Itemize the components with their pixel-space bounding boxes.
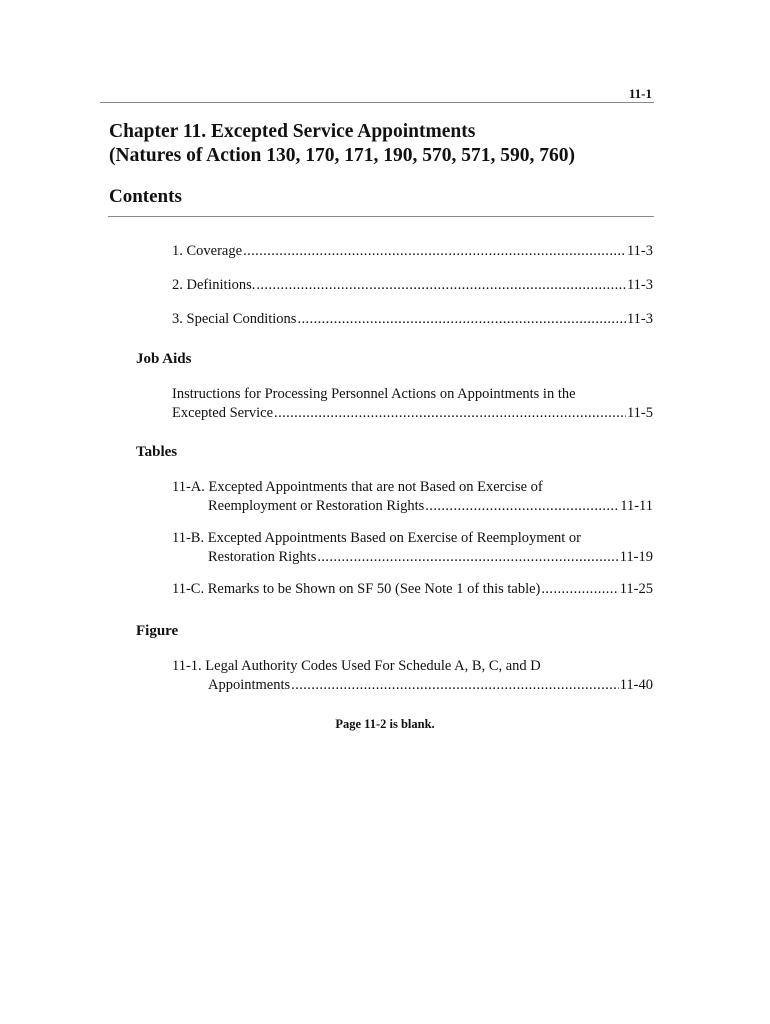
dot-leader	[297, 310, 625, 329]
chapter-title	[109, 120, 575, 168]
toc-entry-job-aid-instructions[interactable]	[172, 385, 653, 423]
figure-heading: Figure	[136, 623, 179, 639]
toc-label: 11-A. Excepted Appointments that are not Based on Exercise of	[172, 479, 543, 495]
chapter-title-line1: Chapter 11. Excepted Service Appointments	[109, 121, 476, 142]
dot-leader	[256, 276, 626, 295]
toc-page: 11-5	[626, 405, 653, 421]
tables-heading: Tables	[136, 444, 178, 460]
toc-entry-table-11b[interactable]	[172, 529, 653, 567]
blank-page-note: Page 11-2 is blank.	[335, 717, 435, 731]
toc-label: 1. Coverage	[172, 243, 243, 259]
toc-label: 11-B. Excepted Appointments Based on Exercise of Reemployment or	[172, 530, 581, 546]
page-number: 11-1	[628, 86, 652, 101]
toc-page: 11-3	[626, 243, 653, 259]
toc-page: 11-40	[619, 677, 653, 693]
toc-label: 11-C. Remarks to be Shown on SF 50 (See Note 1 of this table)	[172, 581, 541, 597]
toc-label: 3. Special Conditions	[172, 311, 297, 327]
toc-label-continued: Restoration Rights	[208, 549, 317, 565]
toc-page: 11-3	[626, 277, 653, 293]
toc-label-continued: Appointments	[208, 677, 291, 693]
toc-entry-special-conditions[interactable]	[172, 310, 653, 329]
toc-label: Instructions for Processing Personnel Actions on Appointments in the	[172, 386, 576, 402]
dot-leader	[317, 548, 618, 567]
dot-leader	[541, 580, 618, 599]
header-rule	[100, 102, 654, 103]
toc-page: 11-25	[619, 581, 653, 597]
toc-page: 11-19	[619, 549, 653, 565]
toc-label: 11-1. Legal Authority Codes Used For Schedule A, B, C, and D	[172, 658, 541, 674]
toc-entry-figure-11-1[interactable]	[172, 657, 653, 695]
toc-label-continued: Excepted Service	[172, 405, 274, 421]
contents-heading: Contents	[109, 186, 182, 207]
toc-page: 11-3	[626, 311, 653, 327]
toc-entry-coverage[interactable]	[172, 242, 653, 261]
toc-entry-table-11c[interactable]	[172, 580, 653, 599]
toc-page: 11-11	[620, 498, 653, 514]
dot-leader	[425, 497, 619, 516]
dot-leader	[274, 404, 626, 423]
toc-entry-table-11a[interactable]	[172, 478, 653, 516]
job-aids-heading: Job Aids	[136, 351, 192, 367]
toc-label-continued: Reemployment or Restoration Rights	[208, 498, 425, 514]
toc-entry-definitions[interactable]	[172, 276, 653, 295]
toc-label: 2. Definitions.	[172, 277, 256, 293]
dot-leader	[291, 676, 619, 695]
chapter-title-line2: (Natures of Action 130, 170, 171, 190, 570, 571, 590, 760)	[109, 145, 575, 166]
contents-rule	[108, 216, 654, 217]
dot-leader	[243, 242, 626, 261]
